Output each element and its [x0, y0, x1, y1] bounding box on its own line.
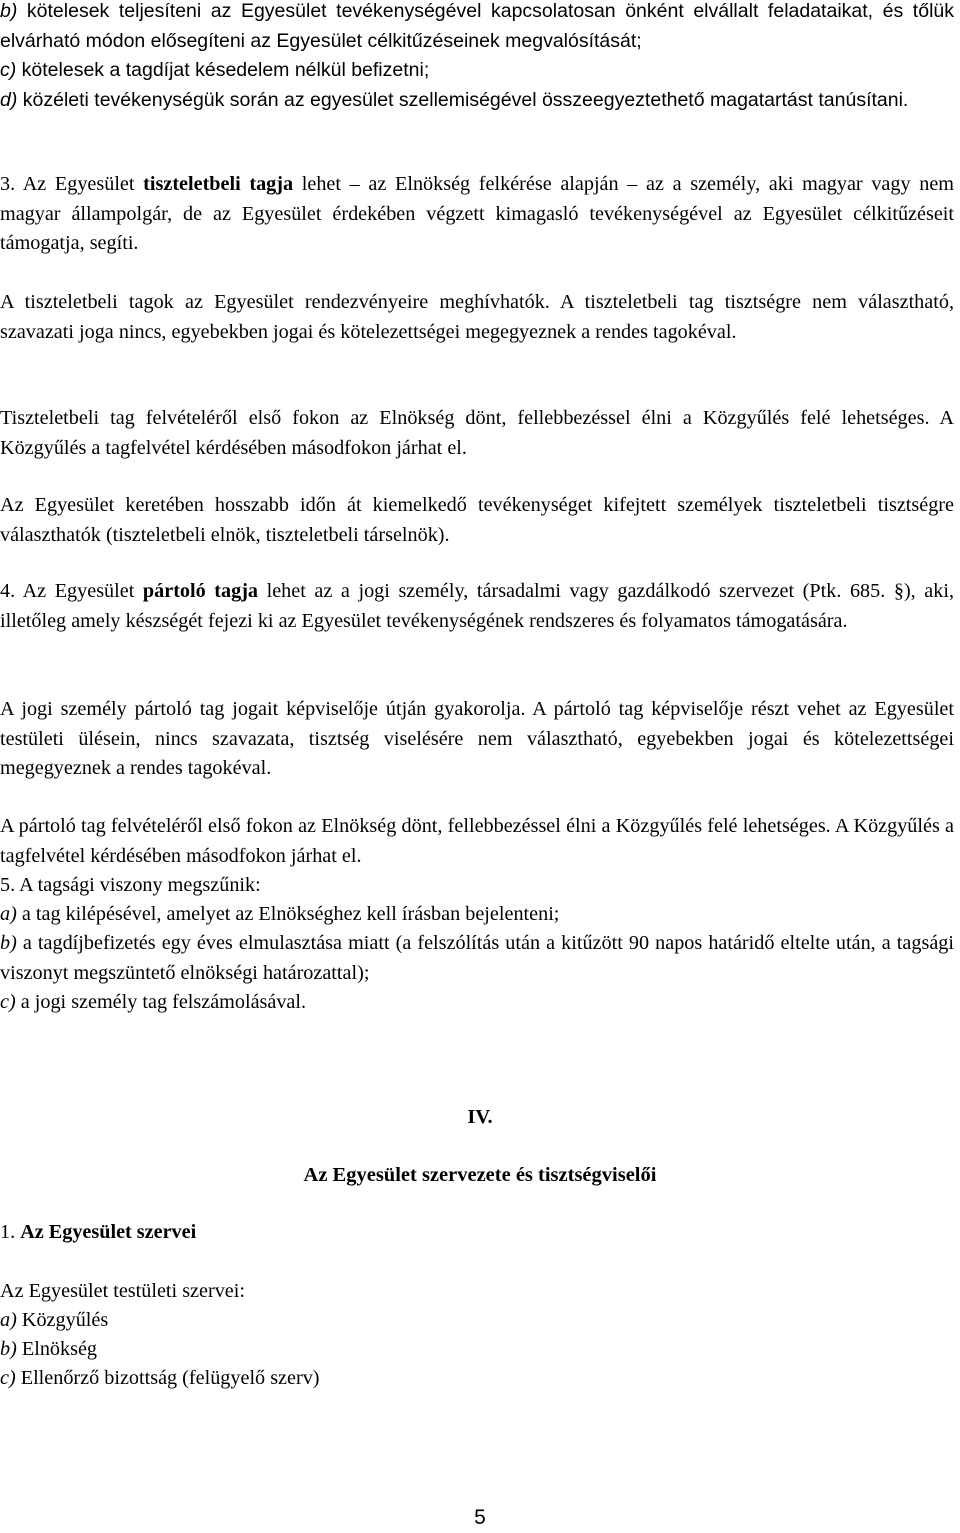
list-item-c [0, 988, 954, 1018]
paragraph-supporting-member [0, 577, 954, 636]
paragraph: Az Egyesület keretében hosszabb időn át kiemelkedő tevékenységet kifejtett személyek tiszteletbeli tisztségre választhatók (tiszteletbeli elnök, tiszteletbeli társelnök). [0, 494, 954, 546]
subsection-heading [0, 1218, 954, 1248]
list-text: a tagdíjbefizetés egy éves elmulasztása miatt (a felszólítás után a kitűzött 90 napos határidő eltelte után, a tagsági viszonyt megszüntető elnökségi határozattal); [0, 932, 954, 984]
list-text: a tag kilépésével, amelyet az Elnökséghez kell írásban bejelenteni; [16, 903, 560, 925]
list-item-b [0, 929, 954, 988]
bold-term: pártoló tagja [142, 580, 259, 602]
list-marker: c) [0, 1367, 16, 1389]
paragraph: Tiszteletbeli tag felvételéről első fokon az Elnökség dönt, fellebbezéssel élni a Közgyűlés felé lehetséges. A Közgyűlés a tagfelvétel kérdésében másodfokon járhat el. [0, 407, 954, 459]
list-marker: b) [0, 932, 17, 954]
list-text: Ellenőrző bizottság (felügyelő szerv) [15, 1367, 320, 1389]
list-item-d [0, 86, 954, 116]
paragraph-text: lehet az a jogi személy, társadalmi vagy gazdálkodó szervezet (Ptk. 685. §), aki, illetőleg amely készségét fejezi ki az Egyesület tevékenységének rendszeres és folyamatos támogatására. [0, 580, 955, 632]
subsection-number: 1. [0, 1221, 21, 1243]
list-marker: c) [0, 991, 16, 1013]
paragraph: A pártoló tag felvételéről első fokon az Elnökség dönt, fellebbezéssel élni a Közgyűlés felé lehetséges. A Közgyűlés a tagfelvétel kérdésében másodfokon járhat el. [0, 815, 954, 867]
subsection-title: Az Egyesület szervei [20, 1221, 197, 1243]
list-marker: a) [0, 903, 17, 925]
list-text: kötelesek a tagdíjat késedelem nélkül befizetni; [16, 59, 430, 81]
paragraph-text: 4. Az Egyesület [0, 580, 143, 602]
bold-term: tiszteletbeli tagja [143, 173, 294, 195]
paragraph: A jogi személy pártoló tag jogait képviselője útján gyakorolja. A pártoló tag képviselője részt vehet az Egyesület testületi ülésein, nincs szavazata, tisztség viselésére nem választható, egyebekben jogai és kötelezettségei megegyeznek a rendes tagokéval. [0, 698, 954, 779]
list-marker: c) [0, 59, 17, 81]
paragraph-text: 3. Az Egyesület [0, 173, 144, 195]
page-number: 5 [474, 1506, 486, 1529]
chapter-title: Az Egyesület szervezete és tisztségviselői [303, 1164, 657, 1186]
list-text: a jogi személy tag felszámolásával. [15, 991, 307, 1013]
list-marker: b) [0, 0, 18, 22]
section-heading: 5. A tagsági viszony megszűnik: [0, 874, 261, 896]
paragraph: A tiszteletbeli tagok az Egyesület rendezvényeire meghívhatók. A tiszteletbeli tag tisztségre nem választható, szavazati joga nincs, egyebekben jogai és kötelezettségei megegyeznek a rendes tagokéval. [0, 291, 954, 343]
paragraph-honorary-member [0, 170, 954, 259]
list-text: Elnökség [16, 1338, 98, 1360]
list-marker: a) [0, 1309, 17, 1331]
list-marker: b) [0, 1338, 17, 1360]
list-text: Közgyűlés [16, 1309, 109, 1331]
list-item-c [0, 56, 954, 86]
paragraph-text: lehet – az Elnökség felkérése alapján – az a személy, aki magyar vagy nem magyar állampolgár, de az Egyesület érdekében végzett kimagasló tevékenységével az Egyesület célkitűzéseit támogatja, segíti. [0, 173, 954, 254]
organ-item [0, 1364, 954, 1394]
list-item-a [0, 900, 954, 930]
list-item-b [0, 0, 954, 56]
chapter-number: IV. [467, 1106, 493, 1128]
organ-item [0, 1306, 954, 1336]
list-marker: d) [0, 89, 18, 111]
list-text: kötelesek teljesíteni az Egyesület tevékenységével kapcsolatosan önként elvállalt feladataikat, és tőlük elvárható módon elősegíteni az Egyesület célkitűzéseinek megvalósítását; [0, 0, 954, 52]
list-text: közéleti tevékenységük során az egyesület szellemiségével összeegyeztethető magatartást tanúsítani. [17, 89, 909, 111]
organs-intro: Az Egyesület testületi szervei: [0, 1280, 245, 1302]
organ-item [0, 1335, 954, 1365]
